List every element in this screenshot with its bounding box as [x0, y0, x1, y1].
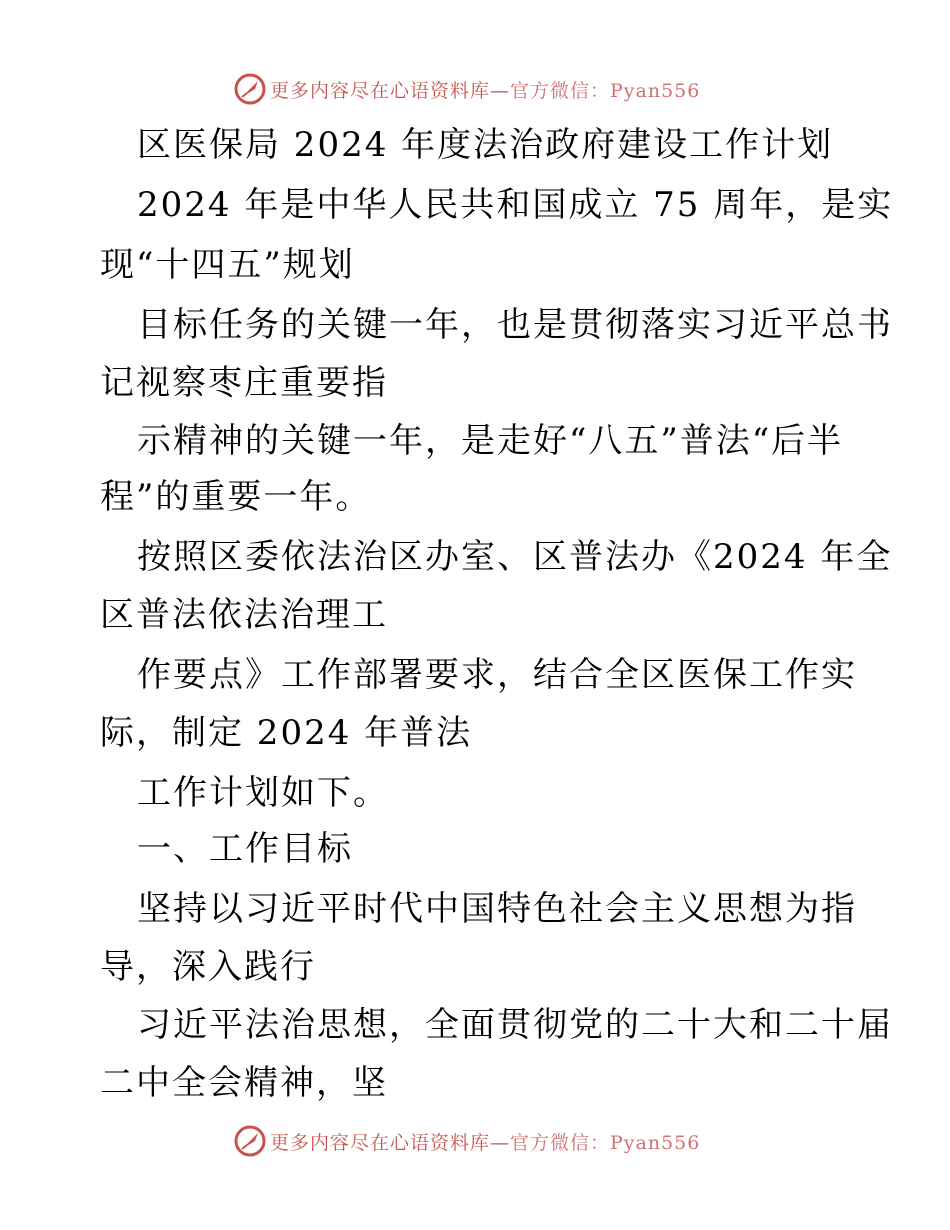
- paragraph-line: 示精神的关键一年，是走好“八五”普法“后半: [137, 421, 844, 461]
- quill-logo-icon: [233, 1124, 267, 1158]
- paragraph-line: 目标任务的关键一年，也是贯彻落实习近平总书: [137, 305, 893, 345]
- paragraph-line: 际，制定 2024 年普法: [100, 713, 473, 753]
- paragraph-line: 坚持以习近平时代中国特色社会主义思想为指: [137, 889, 857, 929]
- watermark-banner-bottom: [0, 1122, 950, 1162]
- paragraph-line: 导，深入践行: [100, 947, 316, 987]
- paragraph-line: 按照区委依法治区办室、区普法办《2024 年全: [137, 537, 893, 577]
- section-heading: 一、工作目标: [137, 829, 353, 869]
- quill-logo-icon: [233, 72, 267, 106]
- watermark-text: 更多内容尽在心语资料库—官方微信：Pyan556: [270, 80, 701, 102]
- watermark-text: 更多内容尽在心语资料库—官方微信：Pyan556: [270, 1132, 701, 1154]
- paragraph-line: 习近平法治思想，全面贯彻党的二十大和二十届: [137, 1005, 893, 1045]
- paragraph-line: 作要点》工作部署要求，结合全区医保工作实: [137, 655, 857, 695]
- paragraph-line: 现“十四五”规划: [100, 245, 355, 285]
- paragraph-line: 区普法依法治理工: [100, 595, 388, 635]
- doc-title: 区医保局 2024 年度法治政府建设工作计划: [137, 125, 834, 165]
- paragraph-line: 二中全会精神，坚: [100, 1063, 388, 1103]
- paragraph-line: 记视察枣庄重要指: [100, 363, 388, 403]
- watermark-banner-top: [0, 70, 950, 110]
- paragraph-line: 2024 年是中华人民共和国成立 75 周年，是实: [137, 185, 894, 225]
- paragraph-line: 工作计划如下。: [137, 773, 389, 813]
- paragraph-line: 程”的重要一年。: [100, 477, 372, 517]
